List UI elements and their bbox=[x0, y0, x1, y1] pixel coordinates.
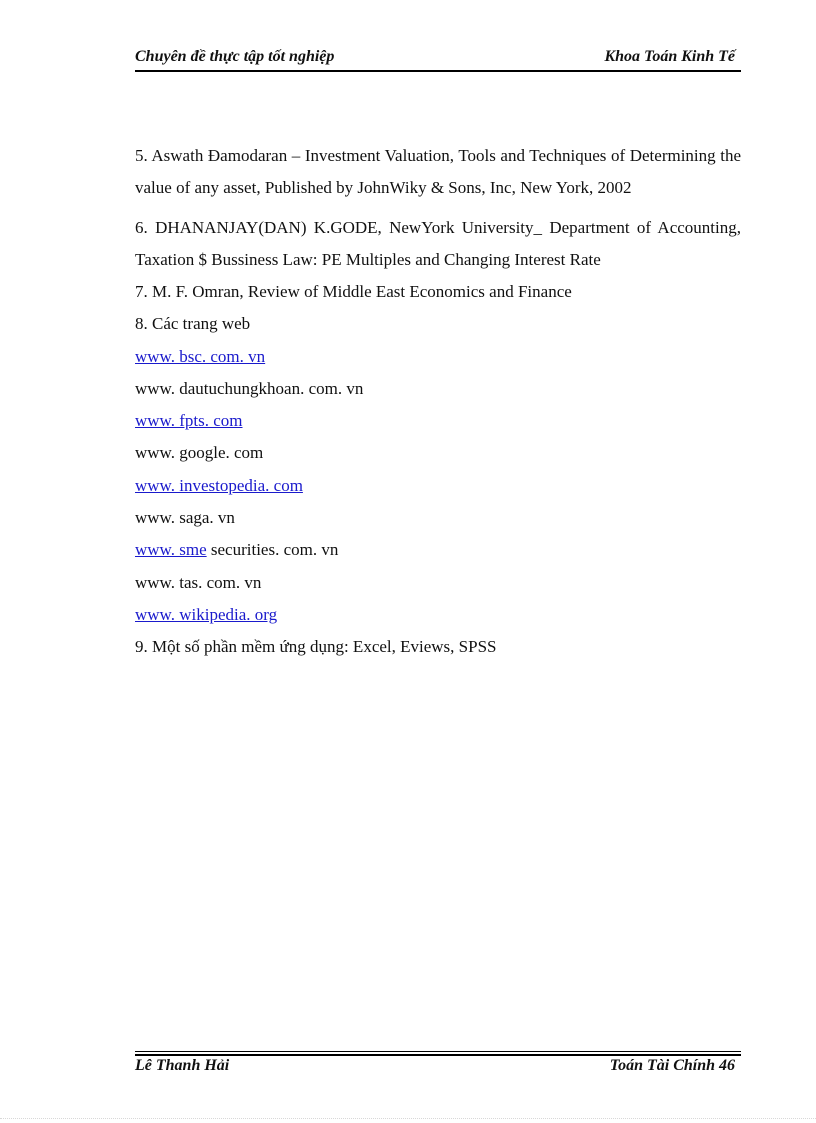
page-footer bbox=[135, 1057, 741, 1079]
website-google: www. google. com bbox=[135, 443, 264, 463]
reference-7: 7. M. F. Omran, Review of Middle East Economics and Finance bbox=[135, 282, 572, 301]
header-rule bbox=[135, 70, 741, 72]
link-fpts[interactable]: www. fpts. com bbox=[135, 411, 243, 431]
footer-rule bbox=[135, 1051, 741, 1056]
references-body bbox=[135, 140, 741, 664]
page-bottom-border bbox=[0, 1118, 816, 1119]
reference-8: 8. Các trang web bbox=[135, 314, 251, 334]
website-dautuchungkhoan: www. dautuchungkhoan. com. vn bbox=[135, 378, 364, 398]
website-tas: www. tas. com. vn bbox=[135, 572, 262, 592]
footer-author: Lê Thanh Hải bbox=[135, 1057, 230, 1074]
header-left-title: Chuyên đề thực tập tốt nghiệp bbox=[135, 48, 335, 65]
link-bsc[interactable]: www. bsc. com. vn bbox=[135, 346, 266, 366]
website-investopedia[interactable] bbox=[135, 470, 741, 502]
footer-class-page: Toán Tài Chính 46 bbox=[609, 1057, 735, 1074]
header-right-title: Khoa Toán Kinh Tế bbox=[604, 48, 735, 65]
link-sme[interactable]: www. sme bbox=[135, 540, 207, 560]
link-wikipedia[interactable]: www. wikipedia. org bbox=[135, 604, 278, 624]
website-fpts[interactable] bbox=[135, 405, 741, 437]
software-list: 9. Một số phần mềm ứng dụng: Excel, Eviews, SPSS bbox=[135, 637, 497, 657]
website-bsc[interactable] bbox=[135, 341, 741, 373]
website-saga: www. saga. vn bbox=[135, 508, 235, 528]
website-sme[interactable] bbox=[135, 534, 741, 566]
link-investopedia[interactable]: www. investopedia. com bbox=[135, 475, 303, 495]
sme-suffix: securities. com. vn bbox=[206, 540, 339, 560]
reference-5: 5. Aswath Đamodaran – Investment Valuation, Tools and Techniques of Determining the value of any asset, Published by JohnWiky & Sons, Inc, New York, 2002 bbox=[135, 146, 741, 197]
page-header bbox=[135, 48, 741, 70]
reference-6: 6. DHANANJAY(DAN) K.GODE, NewYork University_ Department of Accounting, Taxation $ Bussiness Law: PE Multiples and Changing Interest Rate bbox=[135, 218, 741, 269]
website-wikipedia[interactable] bbox=[135, 599, 741, 631]
